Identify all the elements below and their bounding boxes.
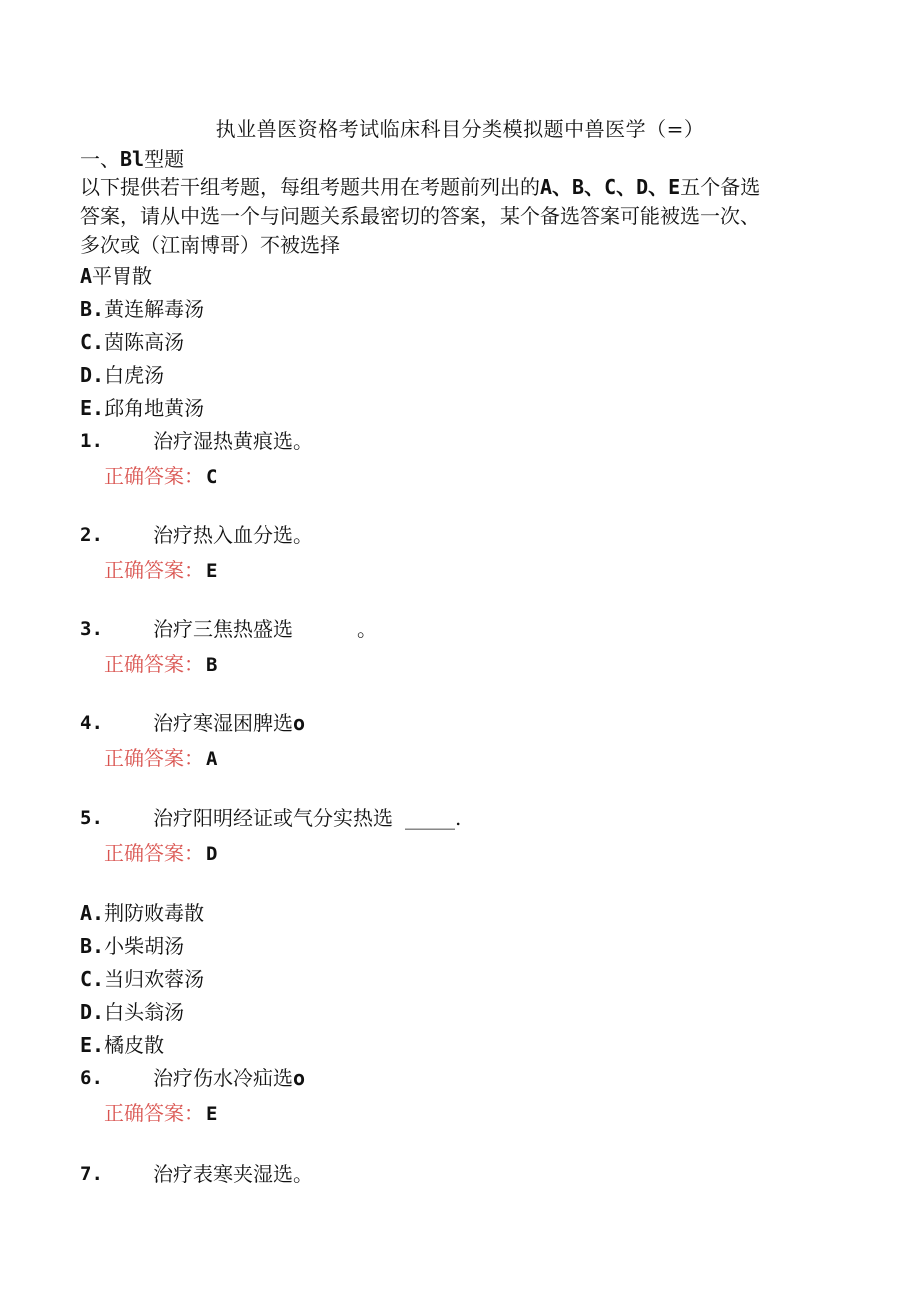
- answer-label: 正确答案：: [104, 558, 204, 582]
- option-text: 荆防败毒散: [104, 901, 205, 925]
- instructions-text-end: 五个备选: [680, 175, 761, 199]
- option-letter: C.: [80, 330, 105, 354]
- question-number: 3.: [80, 618, 103, 640]
- question-text: [153, 1064, 305, 1092]
- option-letter: D.: [80, 363, 105, 387]
- option-text: 橘皮散: [104, 1033, 165, 1057]
- correct-answer: [104, 462, 217, 491]
- correct-answer: [104, 744, 217, 773]
- option-letter: B.: [80, 934, 105, 958]
- option-letter: A.: [80, 901, 105, 925]
- option-text: 平胃散: [92, 264, 153, 288]
- question-stem: 治疗三焦热盛选: [153, 617, 293, 641]
- correct-answer: [104, 839, 217, 868]
- option-item: [80, 998, 184, 1026]
- option-item: [80, 899, 204, 927]
- instructions-text: 以下提供若干组考题，每组考题共用在考题前列出的: [80, 175, 540, 199]
- correct-answer: [104, 650, 217, 679]
- question-tail: o: [293, 711, 306, 735]
- option-item: [80, 295, 204, 323]
- question-number: 7.: [80, 1163, 103, 1185]
- answer-value: C: [206, 466, 218, 488]
- answer-label: 正确答案：: [104, 652, 204, 676]
- document-title: 执业兽医资格考试临床科目分类模拟题中兽医学（=）: [215, 117, 705, 141]
- option-item: [80, 1031, 164, 1059]
- option-text: 当归欢蓉汤: [104, 967, 205, 991]
- answer-label: 正确答案：: [104, 746, 204, 770]
- question-text: [153, 709, 305, 737]
- question-number: 2.: [80, 524, 103, 546]
- question-number: 1.: [80, 430, 103, 452]
- option-letter: B.: [80, 297, 105, 321]
- question-text: 治疗表寒夹湿选。: [153, 1162, 313, 1186]
- option-text: 小柴胡汤: [104, 934, 185, 958]
- answer-value: D: [206, 843, 218, 865]
- instructions-line-3: 多次或（江南博哥）不被选择: [80, 233, 340, 257]
- option-item: [80, 361, 164, 389]
- option-letter: E.: [80, 396, 105, 420]
- question-stem: 治疗寒湿困脾选: [153, 711, 293, 735]
- section-suffix: 型题: [144, 147, 185, 171]
- answer-label: 正确答案：: [104, 464, 204, 488]
- instructions-line-2: 答案，请从中选一个与问题关系最密切的答案，某个备选答案可能被选一次、: [80, 204, 760, 228]
- question-blank: _____.: [405, 806, 462, 830]
- option-text: 白头翁汤: [104, 1000, 185, 1024]
- answer-label: 正确答案：: [104, 1101, 204, 1125]
- option-text: 白虎汤: [104, 363, 165, 387]
- option-text: 茵陈高汤: [104, 330, 185, 354]
- section-prefix: 一、: [80, 147, 120, 171]
- question-text: [153, 615, 377, 643]
- option-letter: A: [80, 264, 93, 288]
- answer-label: 正确答案：: [104, 841, 204, 865]
- answer-value: E: [206, 560, 218, 582]
- option-item: [80, 932, 184, 960]
- question-tail: 。: [357, 617, 377, 641]
- section-heading: [80, 145, 184, 173]
- option-text: 黄连解毒汤: [104, 297, 205, 321]
- option-item: [80, 965, 204, 993]
- option-letter: C.: [80, 967, 105, 991]
- answer-value: B: [206, 654, 218, 676]
- correct-answer: [104, 1099, 217, 1128]
- question-text: [153, 804, 461, 832]
- question-text: 治疗热入血分选。: [153, 523, 313, 547]
- option-letter: D.: [80, 1000, 105, 1024]
- answer-value: E: [206, 1103, 218, 1125]
- option-text: 邱角地黄汤: [104, 396, 205, 420]
- option-letter: E.: [80, 1033, 105, 1057]
- instructions-line-1: [80, 173, 760, 201]
- option-item: [80, 394, 204, 422]
- section-code: Bl: [120, 147, 145, 171]
- question-number: 4.: [80, 712, 103, 734]
- option-item: [80, 328, 184, 356]
- question-text: 治疗湿热黄痕选。: [153, 429, 313, 453]
- question-stem: 治疗阳明经证或气分实热选: [153, 806, 393, 830]
- option-item: [80, 262, 152, 290]
- instructions-letters: A、B、C、D、E: [540, 175, 681, 199]
- correct-answer: [104, 556, 217, 585]
- question-stem: 治疗伤水冷疝选: [153, 1066, 293, 1090]
- question-tail: o: [293, 1066, 306, 1090]
- question-number: 6.: [80, 1067, 103, 1089]
- answer-value: A: [206, 748, 218, 770]
- question-number: 5.: [80, 807, 103, 829]
